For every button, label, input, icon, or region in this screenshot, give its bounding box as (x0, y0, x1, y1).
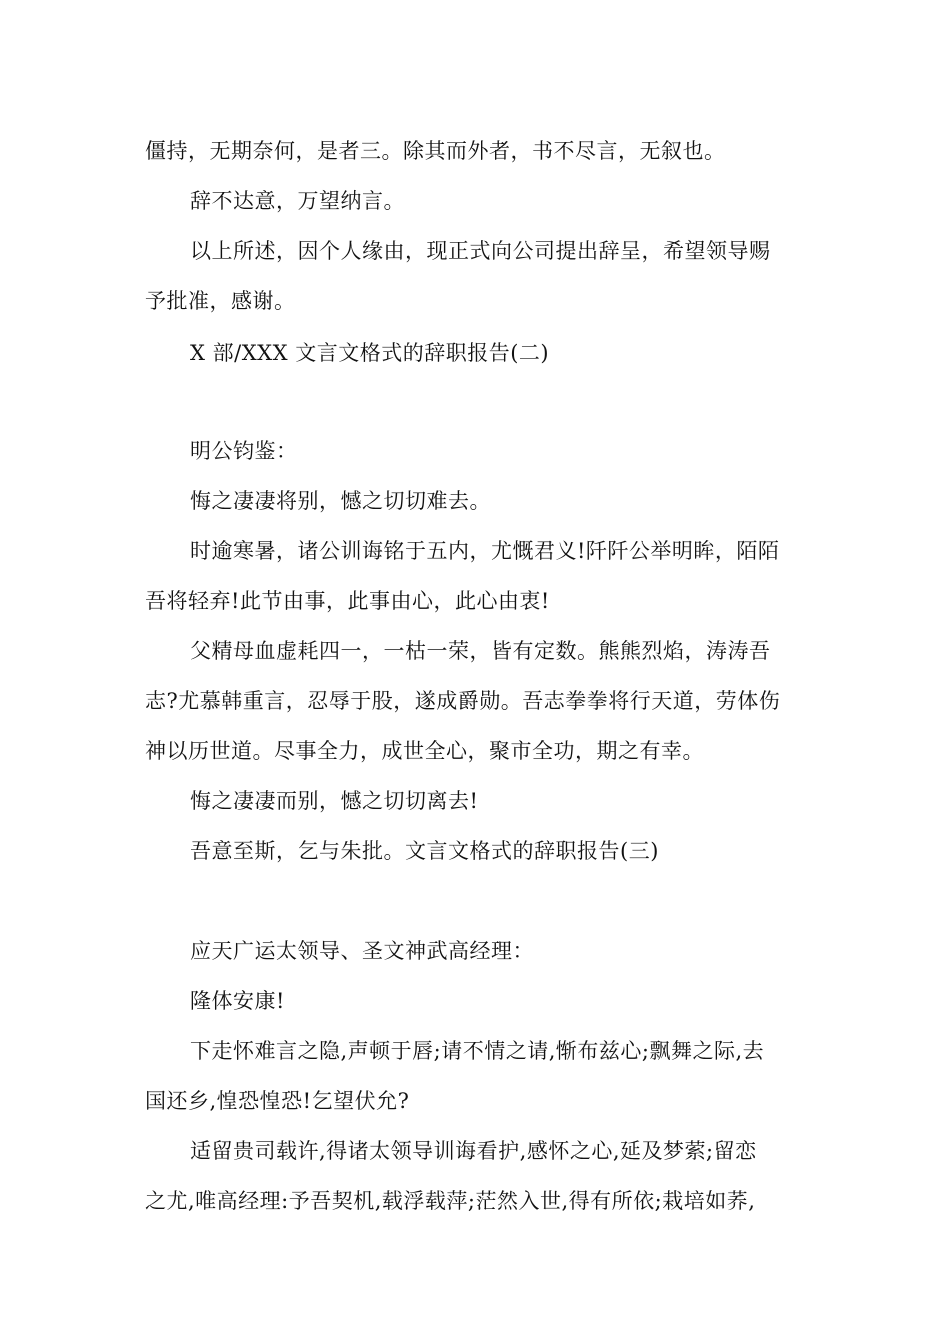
paragraph-line: 予批准，感谢。 (145, 289, 296, 313)
paragraph-line: 时逾寒暑，诸公训诲铭于五内，尤慨君义!阡阡公举明眸，陌陌 (190, 539, 780, 563)
paragraph-line: 下走怀难言之隐,声顿于唇;请不情之请,惭布兹心;飘舞之际,去 (190, 1039, 765, 1063)
section-heading: X 部/XXX 文言文格式的辞职报告(二) (190, 341, 550, 365)
paragraph-line: 以上所述，因个人缘由，现正式向公司提出辞呈，希望领导赐 (190, 239, 771, 263)
paragraph-line: 悔之凄凄将别，憾之切切难去。 (190, 489, 491, 513)
paragraph-line: 吾将轻弃!此节由事，此事由心，此心由衷! (145, 589, 550, 613)
paragraph-line: 僵持，无期奈何，是者三。除其而外者，书不尽言，无叙也。 (145, 139, 726, 163)
salutation: 明公钧鉴： (190, 439, 298, 463)
paragraph-line: 神以历世道。尽事全力，成世全心，聚市全功，期之有幸。 (145, 739, 704, 763)
paragraph-line: 适留贵司载许,得诸太领导训诲看护,感怀之心,延及梦萦;留恋 (190, 1139, 757, 1163)
paragraph-line: 国还乡,惶恐惶恐!乞望伏允? (145, 1089, 410, 1113)
paragraph-line: 之尤,唯高经理:予吾契机,载浮载萍;茫然入世,得有所依;栽培如荞, (145, 1189, 756, 1213)
paragraph-line: 辞不达意，万望纳言。 (190, 189, 405, 213)
paragraph-line: 志?尤慕韩重言，忍辱于股，遂成爵勋。吾志拳拳将行天道，劳体伤 (145, 689, 781, 713)
salutation: 应天广运太领导、圣文神武高经理： (190, 939, 534, 963)
paragraph-line: 悔之凄凄而别，憾之切切离去! (190, 789, 479, 813)
paragraph-line: 隆体安康! (190, 989, 285, 1013)
paragraph-line: 父精母血虚耗四一，一枯一荣，皆有定数。熊熊烈焰，涛涛吾 (190, 639, 771, 663)
paragraph-line: 吾意至斯，乞与朱批。文言文格式的辞职报告(三) (190, 839, 659, 863)
